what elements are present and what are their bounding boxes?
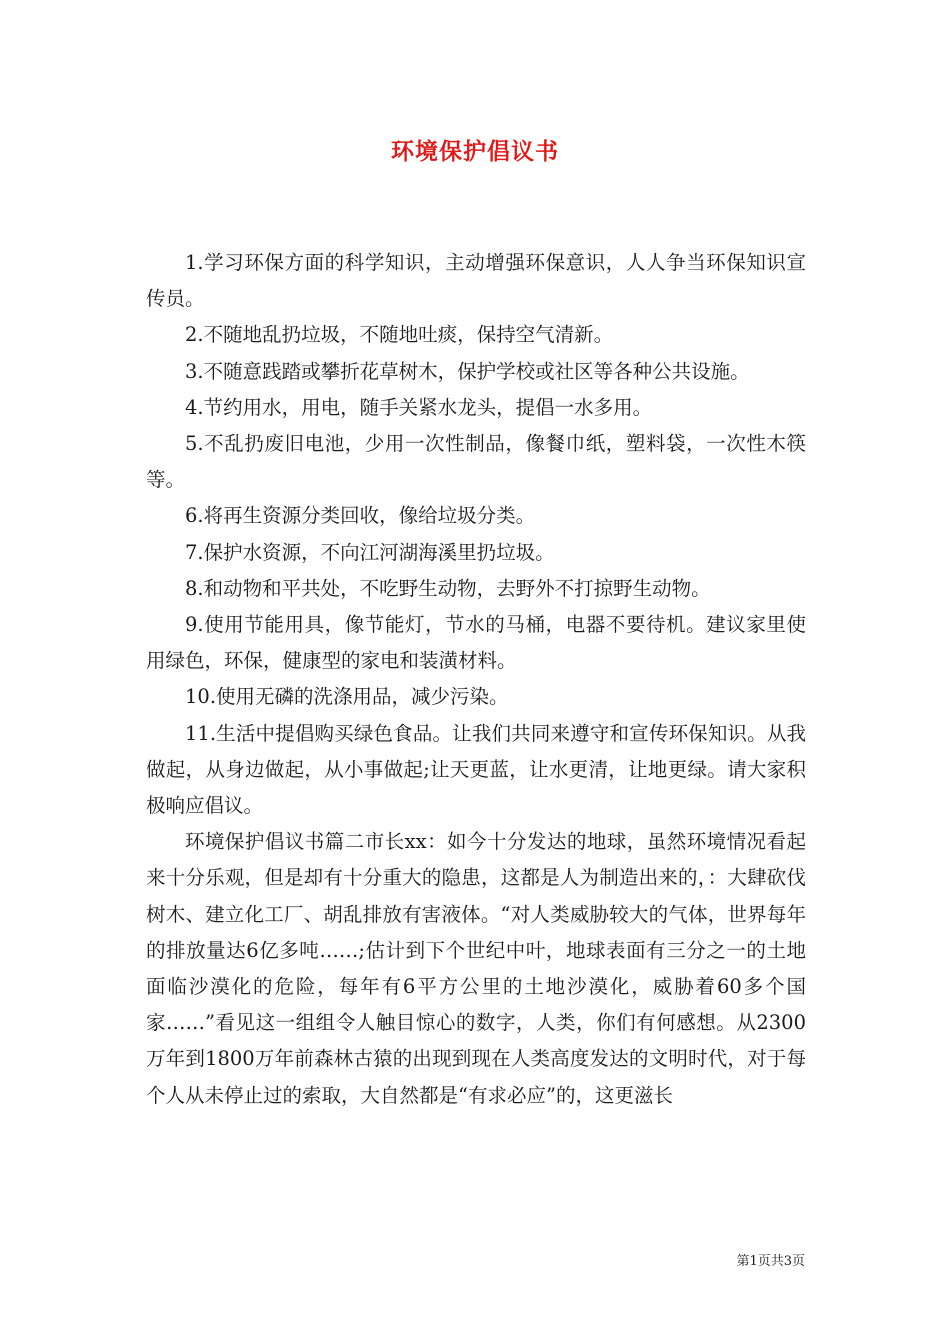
document-body <box>146 245 806 1114</box>
paragraph-7: 7.保护水资源，不向江河湖海溪里扔垃圾。 <box>185 540 555 564</box>
paragraph-11: 11.生活中提倡购买绿色食品。让我们共同来遵守和宣传环保知识。从我做起，从身边做起，从小事做起;让天更蓝，让水更清，让地更绿。请大家积极响应倡议。 <box>146 721 806 818</box>
paragraph-2: 2.不随地乱扔垃圾，不随地吐痰，保持空气清新。 <box>185 323 614 347</box>
paragraph-6: 6.将再生资源分类回收，像给垃圾分类。 <box>185 504 536 528</box>
paragraph-10: 10.使用无磷的洗涤用品，减少污染。 <box>185 685 509 709</box>
paragraph-3: 3.不随意践踏或攀折花草树木，保护学校或社区等各种公共设施。 <box>185 359 750 383</box>
paragraph-5: 5.不乱扔废旧电池，少用一次性制品，像餐巾纸，塑料袋，一次性木筷等。 <box>146 432 806 492</box>
paragraph-1: 1.学习环保方面的科学知识，主动增强环保意识，人人争当环保知识宣传员。 <box>146 251 806 311</box>
document-title: 环境保护倡议书 <box>391 138 559 165</box>
page-number: 第1页共3页 <box>736 1254 805 1269</box>
paragraph-12: 环境保护倡议书篇二市长xx：如今十分发达的地球，虽然环境情况看起来十分乐观，但是却有十分重大的隐患，这都是人为制造出来的，：大肆砍伐树木、建立化工厂、胡乱排放有害液体。“对人类威胁较大的气体，世界每年的排放量达6亿多吨……;估计到下个世纪中叶，地球表面有三分之一的土地面临沙漠化的危险，每年有6平方公里的土地沙漠化，威胁着60多个国家……”看见这一组组令人触目惊心的数字，人类，你们有何感想。从2300万年到1800万年前森林古猿的出现到现在人类高度发达的文明时代，对于每个人从未停止过的索取，大自然都是“有求必应”的，这更滋长 <box>146 830 806 1107</box>
paragraph-9: 9.使用节能用具，像节能灯，节水的马桶，电器不要待机。建议家里使用绿色，环保，健康型的家电和装潢材料。 <box>146 613 806 673</box>
paragraph-4: 4.节约用水，用电，随手关紧水龙头，提倡一水多用。 <box>185 395 653 419</box>
paragraph-8: 8.和动物和平共处，不吃野生动物，去野外不打掠野生动物。 <box>185 576 711 600</box>
